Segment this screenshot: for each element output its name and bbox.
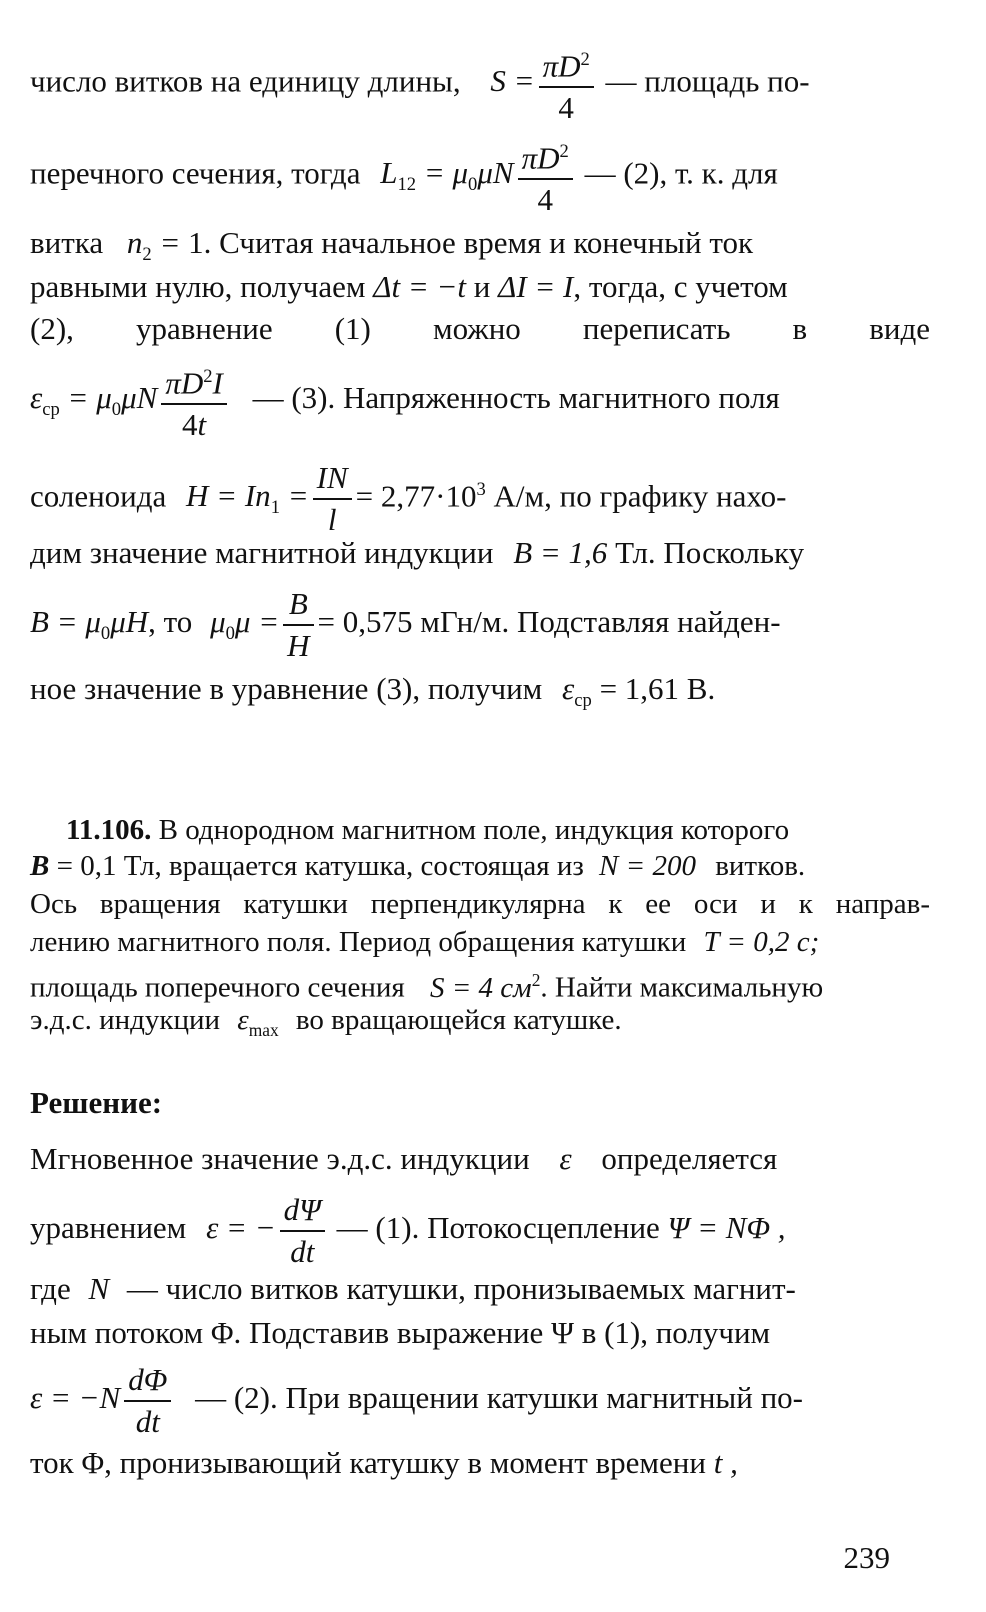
formula-H: $H = In_1$ =: [186, 478, 309, 519]
fraction-dPsi-over-dt: $\frac{d\Psi}{dt}$: [280, 1190, 325, 1272]
formula-N: N = 200: [599, 850, 696, 882]
problem-line-5: площадь поперечного сечения S = 4 $см^2$. Найти максимальную: [30, 970, 824, 1004]
text-span: В однородном магнитном поле, индукция которого: [158, 814, 790, 846]
text-span: витков.: [715, 850, 806, 882]
formula-T: T = 0,2 с;: [703, 926, 820, 958]
text-span: — (1). Потокосцепление: [336, 1210, 660, 1245]
solution-line-4: [30, 1314, 930, 1352]
text-span: дим значение магнитной индукции: [30, 535, 494, 570]
formula-emf-N: ε = −N: [30, 1380, 121, 1415]
formula-t: t ,: [713, 1445, 738, 1480]
text-span: соленоида: [30, 478, 167, 514]
text-span: А/м, по графику нахо-: [493, 478, 787, 514]
text-span: , пронизывающий катушку в момент времени: [104, 1445, 706, 1480]
formula-emf: ε: [559, 1141, 572, 1176]
text-span: определяется: [601, 1141, 778, 1176]
problem-line-1: [66, 812, 930, 848]
text-span: витка: [30, 225, 104, 260]
text-line-5: (2), уравнение (1) можно переписать в виде: [30, 311, 930, 346]
formula-N: N: [88, 1271, 110, 1306]
text-span: = 2,77·10: [355, 478, 477, 514]
formula-delta-t: Δt = −t: [373, 269, 467, 304]
text-line-7: соленоида $H = In_1$ = $\frac{IN}{l}$ = $2,77\cdot 10^3$ А/м, по графику нахо-: [30, 448, 930, 532]
text-span: в (1), получим: [581, 1315, 771, 1350]
text-span: = 0,1 Тл, вращается катушка, состоящая из: [56, 850, 584, 882]
formula-emf-def: ε = −: [206, 1210, 276, 1245]
text-span: число витков на единицу длины,: [30, 63, 461, 99]
text-span: площадь поперечного сечения: [30, 971, 405, 1004]
problem-number: 11.106.: [66, 814, 152, 846]
problem-line-6: [30, 1002, 930, 1048]
text-span: . Найти максимальную: [540, 971, 824, 1004]
text-line-3: [30, 224, 930, 274]
fraction-IN-over-l: $\frac{IN}{l}$: [313, 458, 352, 540]
text-span: и: [473, 269, 491, 304]
text-span: — (3). Напряженность магнитного поля: [252, 380, 780, 415]
text-span: , то: [148, 604, 193, 639]
text-line-2: [30, 132, 930, 218]
formula-phi: Φ: [81, 1445, 105, 1480]
text-span: уравнением: [30, 1210, 187, 1245]
solution-line-1: [30, 1140, 930, 1178]
formula-B-mu0muH: $B = \mu_0\mu H$: [30, 604, 149, 645]
fraction-piD2I-over-4t: $\frac{\pi D^2I}{4t}$: [161, 357, 227, 445]
text-span: Мгновенное значение э.д.с. индукции: [30, 1141, 530, 1176]
formula-L12: $L_{12} = \mu_0\mu N$: [380, 155, 514, 196]
formula-S: S = 4 см: [429, 971, 532, 1004]
formula-B: B: [30, 850, 50, 882]
formula-emf-max: $\varepsilon_{max}$: [237, 1004, 279, 1040]
text-span: — площадь по-: [605, 63, 810, 99]
fraction-piD2-over-4: $\frac{\pi D^2}{4}$: [518, 132, 573, 220]
text-span: э.д.с. индукции: [30, 1004, 221, 1036]
formula-n2: $n_2 = 1$: [126, 225, 204, 266]
formula-psi: Ψ: [551, 1315, 574, 1350]
solution-line-3: [30, 1270, 930, 1308]
text-span: равными нулю, получаем: [30, 269, 366, 304]
text-line-1: [30, 40, 930, 126]
text-span: = 0,575: [317, 604, 413, 639]
formula-emf-avg: $\varepsilon_{ср} = \mu_0\mu N$: [30, 380, 158, 421]
text-line-6: [30, 356, 930, 443]
text-line-10: [30, 670, 930, 720]
fraction-piD2-over-4: $\frac{\pi D^2}{4}$: [539, 40, 594, 128]
text-span: во вращающейся катушке.: [295, 1004, 622, 1036]
text-span: — (2), т. к. для: [584, 155, 778, 191]
formula-delta-I: ΔI = I: [498, 269, 574, 304]
text-span: Тл. Поскольку: [615, 535, 805, 570]
solution-line-5: [30, 1356, 930, 1440]
formula-mu0mu: $\mu_0\mu$ =: [210, 604, 280, 645]
text-span: ное значение в уравнение (3), получим: [30, 671, 543, 706]
text-span: мГн/м. Подставляя найден-: [420, 604, 781, 639]
text-span: ток: [30, 1445, 74, 1480]
formula-psi: Ψ = NΦ ,: [667, 1210, 786, 1245]
solution-heading: Решение:: [30, 1085, 163, 1120]
text-line-9: [30, 580, 930, 664]
text-line-4: [30, 268, 930, 306]
fraction-dPhi-over-dt: $\frac{d\Phi}{dt}$: [124, 1360, 171, 1442]
solution-line-2: [30, 1186, 930, 1270]
text-span: — число витков катушки, пронизываемых магнит-: [126, 1271, 796, 1306]
text-span: . Считая начальное время и конечный ток: [203, 225, 754, 260]
formula-phi: Φ: [210, 1315, 234, 1350]
text-span: перечного сечения, тогда: [30, 155, 361, 191]
page-number: 239: [843, 1540, 890, 1575]
text-span: ным потоком: [30, 1315, 204, 1350]
fraction-B-over-H: $\frac{B}{H}$: [283, 584, 313, 666]
text-span: где: [30, 1271, 71, 1306]
text-span: = 1,61 В.: [599, 671, 716, 706]
formula-S: S =: [490, 63, 535, 99]
formula-B: B = 1,6: [513, 535, 608, 570]
text-span: . Подставив выражение: [233, 1315, 544, 1350]
problem-line-4: [30, 924, 930, 960]
text-span: , тогда, с учетом: [573, 269, 788, 304]
text-span: — (2). При вращении катушки магнитный по-: [195, 1380, 803, 1415]
formula-emf-avg-label: $\varepsilon_{ср}$: [562, 671, 592, 712]
problem-line-3: Ось вращения катушки перпендикулярна к ее оси и к направ-: [30, 888, 930, 920]
problem-line-2: [30, 848, 930, 884]
text-line-8: [30, 534, 930, 572]
text-span: лению магнитного поля. Период обращения катушки: [30, 926, 687, 958]
solution-line-6: [30, 1444, 930, 1482]
